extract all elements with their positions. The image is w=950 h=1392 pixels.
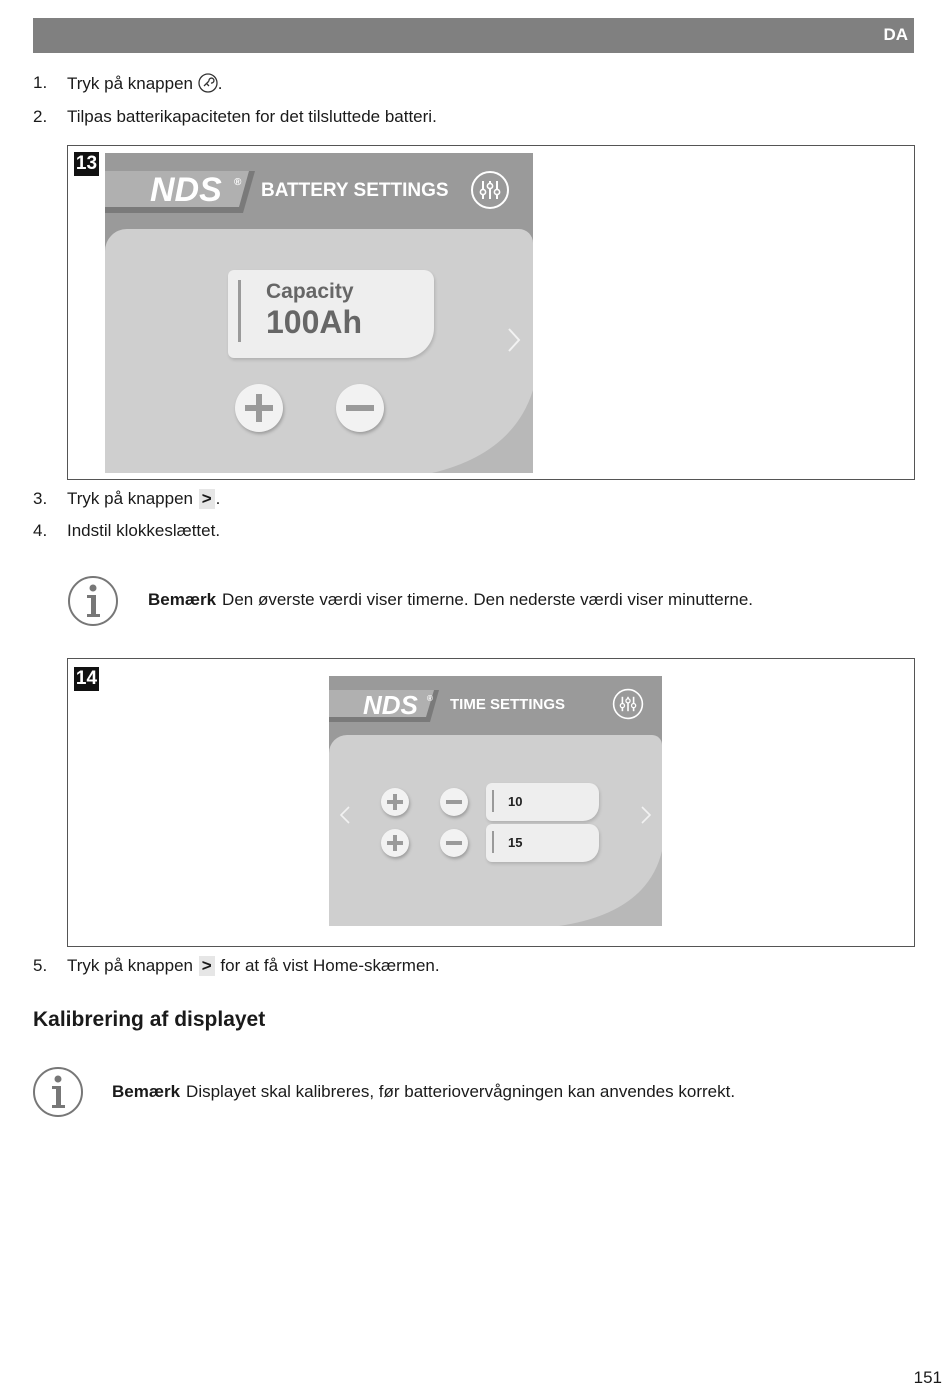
step-number: 1. <box>33 73 48 92</box>
note-label: Bemærk <box>148 590 217 609</box>
minutes-box[interactable] <box>486 824 599 862</box>
step-number: 2. <box>33 107 48 126</box>
info-icon <box>32 1066 84 1118</box>
screen-title: BATTERY SETTINGS <box>261 180 449 201</box>
next-button-glyph: > <box>199 489 215 509</box>
step-text: Tryk på knappen > . <box>67 489 221 508</box>
hours-value: 10 <box>508 794 523 809</box>
figure-label: 13 <box>75 153 98 174</box>
step-text: Tryk på knappen > for at få vist Home-skærmen. <box>67 956 440 975</box>
minutes-value: 15 <box>508 835 523 850</box>
section-title: Kalibrering af displayet <box>33 1008 266 1031</box>
page-number: 151 <box>913 1368 942 1387</box>
step-number: 4. <box>33 521 48 540</box>
sliders-icon[interactable] <box>470 170 510 210</box>
minus-icon <box>346 405 374 411</box>
nds-logo: NDS <box>363 690 418 720</box>
value-marker <box>492 831 494 853</box>
capacity-value: 100Ah <box>266 304 363 340</box>
step-text: Indstil klokkeslættet. <box>67 521 221 540</box>
hours-minus-button[interactable] <box>440 788 468 816</box>
step-number: 5. <box>33 956 48 975</box>
battery-settings-screen <box>105 153 533 473</box>
step-number: 3. <box>33 489 48 508</box>
next-button-glyph: > <box>199 956 215 976</box>
plus-button[interactable] <box>235 384 283 432</box>
minus-button[interactable] <box>336 384 384 432</box>
figure-14 <box>67 658 915 947</box>
hours-box[interactable] <box>486 783 599 821</box>
minutes-plus-button[interactable] <box>381 829 409 857</box>
note-body: Displayet skal kalibreres, før batteriovervågningen kan anvendes korrekt. <box>186 1082 736 1101</box>
header-bar <box>33 18 914 53</box>
note-body: Den øverste værdi viser timerne. Den nederste værdi viser minutterne. <box>222 590 754 609</box>
value-marker <box>238 280 241 342</box>
corner-swoosh <box>405 383 533 473</box>
capacity-label: Capacity <box>266 280 354 303</box>
minus-icon <box>446 841 462 845</box>
minus-icon <box>446 800 462 804</box>
settings-circle-icon <box>198 73 218 93</box>
hours-plus-button[interactable] <box>381 788 409 816</box>
chevron-left-icon[interactable] <box>339 805 351 825</box>
corner-swoosh <box>559 851 662 926</box>
chevron-right-icon[interactable] <box>640 805 652 825</box>
nds-logo: NDS <box>150 171 222 209</box>
screen-title: TIME SETTINGS <box>450 696 566 713</box>
minutes-minus-button[interactable] <box>440 829 468 857</box>
registered-mark: ® <box>234 177 242 188</box>
note-1 <box>148 590 753 610</box>
note-2 <box>112 1082 735 1102</box>
figure-13 <box>67 145 915 480</box>
chevron-right-icon[interactable] <box>506 327 522 353</box>
language-code: DA <box>883 25 908 44</box>
note-label: Bemærk <box>112 1082 181 1101</box>
time-settings-screen <box>329 676 662 926</box>
step-text: Tilpas batterikapaciteten for det tilsluttede batteri. <box>67 107 437 126</box>
info-icon <box>67 575 119 627</box>
figure-label: 14 <box>75 668 98 689</box>
sliders-icon[interactable] <box>612 688 644 720</box>
value-marker <box>492 790 494 812</box>
capacity-box <box>228 270 434 358</box>
registered-mark: ® <box>427 694 433 703</box>
step-text: Tryk på knappen . <box>67 74 223 93</box>
